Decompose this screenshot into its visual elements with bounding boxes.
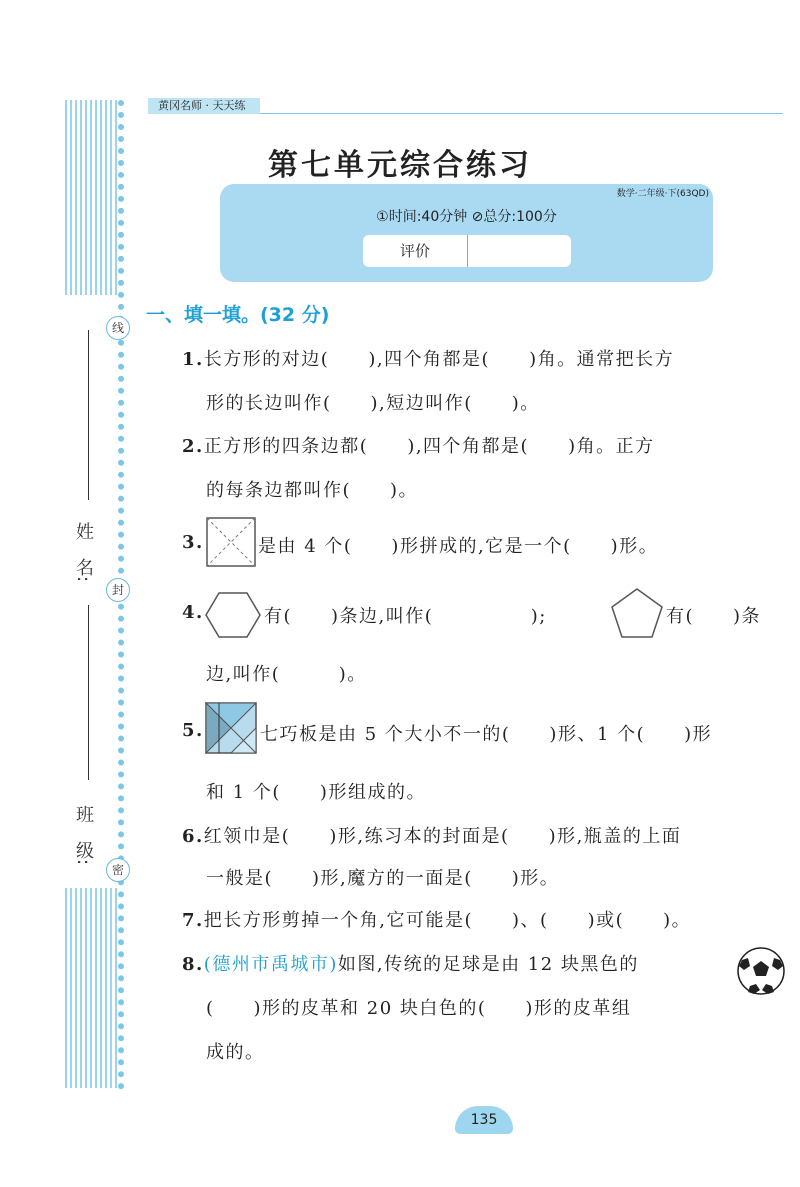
question-8-source: (德州市禹城市) bbox=[203, 954, 338, 975]
page-number: 135 bbox=[455, 1106, 513, 1134]
question-8-line-2: ( )形的皮革和 20 块白色的( )形的皮革组 bbox=[206, 998, 632, 1019]
pentagon-figure bbox=[610, 587, 664, 639]
evaluation-box bbox=[363, 235, 571, 267]
question-6: 6.红领巾是( )形,练习本的封面是( )形,瓶盖的上面 bbox=[182, 826, 682, 847]
name-underline-bottom bbox=[88, 605, 89, 780]
question-1: 1.长方形的对边( ),四个角都是( )角。通常把长方 bbox=[182, 349, 675, 370]
soccer-ball-icon bbox=[736, 946, 786, 996]
name-label: 姓 名: bbox=[73, 522, 94, 583]
evaluation-label: 评价 bbox=[363, 235, 468, 267]
info-box bbox=[220, 184, 713, 282]
section-heading: 一、填一填。(32 分) bbox=[146, 304, 330, 326]
tangram-figure bbox=[205, 702, 257, 754]
question-2: 2.正方形的四条边都( ),四个角都是( )角。正方 bbox=[182, 436, 655, 457]
square-cross-figure bbox=[206, 517, 256, 567]
series-label: 数学·二年级·下(63QD) bbox=[616, 189, 709, 199]
question-1-line-2: 形的长边叫作( ),短边叫作( )。 bbox=[206, 393, 540, 414]
question-8: 8.(德州市禹城市)如图,传统的足球是由 12 块黑色的 bbox=[182, 954, 639, 975]
question-4-text-a: 有( )条边,叫作( ); bbox=[264, 606, 547, 627]
seal-mark: 封 bbox=[106, 578, 130, 602]
binding-stripes-bottom bbox=[65, 888, 117, 1088]
series-tag: 黄冈名师 · 天天练 bbox=[148, 98, 260, 114]
evaluation-field[interactable] bbox=[468, 235, 571, 267]
question-6-line-2: 一般是( )形,魔方的一面是( )形。 bbox=[206, 868, 560, 889]
class-label: 班 级: bbox=[73, 804, 94, 866]
secret-mark: 密 bbox=[106, 858, 130, 882]
binding-stripes-top bbox=[65, 100, 117, 295]
question-4-line-2: 边,叫作( )。 bbox=[206, 664, 367, 685]
line-mark: 线 bbox=[106, 316, 130, 340]
time-score-line: ①时间:40分钟 ⊘总分:100分 bbox=[376, 209, 557, 225]
question-4: 4. bbox=[182, 602, 204, 623]
page-title: 第七单元综合练习 bbox=[268, 148, 532, 183]
question-5-line-2: 和 1 个( )形组成的。 bbox=[206, 782, 426, 803]
question-5: 5. bbox=[182, 720, 204, 741]
question-2-line-2: 的每条边都叫作( )。 bbox=[206, 480, 419, 501]
question-3: 3. bbox=[182, 532, 204, 553]
name-underline-top bbox=[88, 330, 89, 500]
question-4-text-b: 有( )条 bbox=[666, 606, 762, 627]
question-8-line-3: 成的。 bbox=[206, 1042, 265, 1063]
question-5-text: 七巧板是由 5 个大小不一的( )形、1 个( )形 bbox=[260, 724, 713, 745]
question-7: 7.把长方形剪掉一个角,它可能是( )、( )或( )。 bbox=[182, 910, 692, 931]
hexagon-figure bbox=[205, 591, 261, 639]
question-3-text: 是由 4 个( )形拼成的,它是一个( )形。 bbox=[258, 536, 659, 557]
